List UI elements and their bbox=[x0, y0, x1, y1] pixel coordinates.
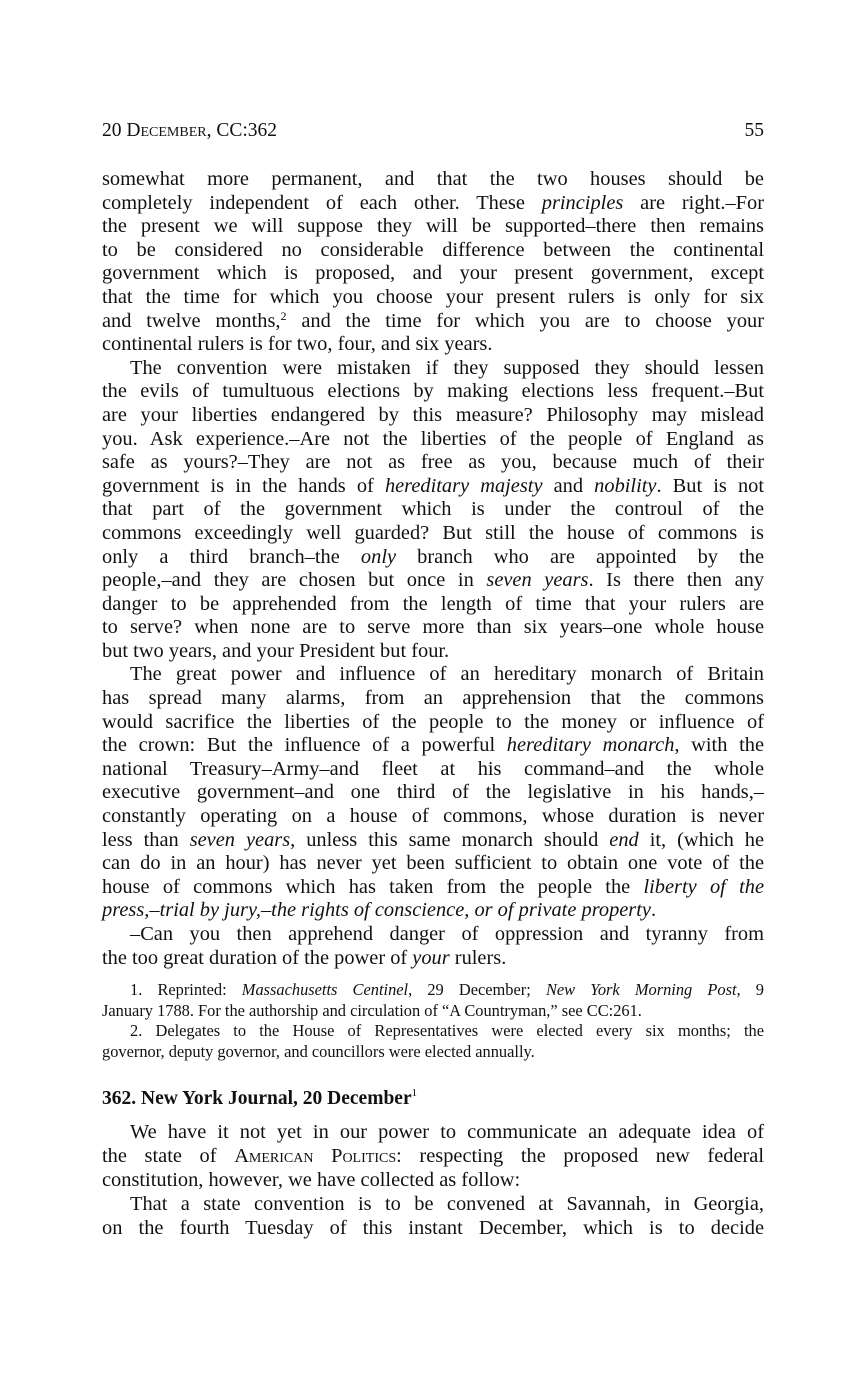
section-paragraph-1 bbox=[102, 1120, 764, 1192]
text-line: The convention were mistaken if they supposed they should lessen bbox=[130, 356, 764, 379]
text-line: you. Ask experience.–Are not the liberties of the people of England as bbox=[102, 427, 764, 450]
text-line: to serve? when none are to serve more than six years–one whole house bbox=[102, 616, 764, 639]
text-line: commons exceedingly well guarded? But still the house of commons is bbox=[102, 521, 764, 544]
header-date: 20 D bbox=[102, 120, 141, 141]
paragraph-1 bbox=[102, 168, 764, 357]
text-line: We have it not yet in our power to communicate an adequate idea of bbox=[130, 1121, 764, 1144]
italic-text: hereditary monarch bbox=[506, 734, 675, 757]
section-heading-note: 1 bbox=[411, 1087, 418, 1100]
text-line: can do in an hour) has never yet been sufficient to obtain one vote of the bbox=[102, 852, 764, 875]
italic-text: nobility bbox=[594, 474, 657, 497]
text-line: the evils of tumultuous elections by making elections less frequent.–But bbox=[102, 380, 764, 403]
running-head bbox=[102, 116, 764, 146]
italic-text: press,–trial by jury,–the rights of conscience, or of private property bbox=[102, 899, 651, 922]
header-month: ecember bbox=[140, 120, 207, 141]
small-caps-text: American Politics bbox=[234, 1145, 397, 1168]
text-line: January 1788. For the authorship and circulation of “A Countryman,” see CC:261. bbox=[102, 1000, 642, 1020]
text-line: somewhat more permanent, and that the two houses should be bbox=[102, 168, 764, 190]
section-text bbox=[102, 1120, 764, 1240]
italic-text: principles bbox=[541, 191, 624, 214]
page-number: 55 bbox=[744, 120, 764, 141]
text-line: would sacrifice the liberties of the people to the money or influence of bbox=[102, 710, 764, 733]
text-line: 2. Delegates to the House of Representatives were elected every six months; the bbox=[130, 1021, 764, 1041]
italic-text: end bbox=[609, 828, 639, 851]
text-line: less than seven years, unless this same monarch should end it, (which he bbox=[102, 828, 764, 851]
text-line: on the fourth Tuesday of this instant December, which is to decide bbox=[102, 1217, 764, 1240]
paragraph-2 bbox=[102, 357, 764, 664]
text-line: but two years, and your President but four. bbox=[102, 639, 450, 662]
text-line: constitution, however, we have collected as follow: bbox=[102, 1169, 521, 1192]
text-line: has spread many alarms, from an apprehension that the commons bbox=[102, 687, 764, 710]
text-line: constantly operating on a house of commons, whose duration is never bbox=[102, 805, 764, 828]
section-heading bbox=[102, 1086, 764, 1112]
paragraph-4 bbox=[102, 923, 764, 970]
italic-text: liberty of the bbox=[643, 875, 764, 898]
footnote-1 bbox=[102, 980, 764, 1021]
text-line: the too great duration of the power of your rulers. bbox=[102, 946, 507, 969]
text-line: that the time for which you choose your present rulers is only for six bbox=[102, 285, 764, 308]
text-line: government which is proposed, and your present government, except bbox=[102, 262, 764, 285]
text-line: and twelve months,$^2$ and the time for which you are to choose your bbox=[102, 308, 764, 332]
note-reference: 2 bbox=[280, 308, 287, 323]
text-line: to be considered no considerable difference between the continental bbox=[102, 238, 764, 261]
italic-text: Massachusetts Centinel bbox=[241, 980, 409, 1000]
text-line: that part of the government which is under the controul of the bbox=[102, 498, 764, 521]
running-head-left bbox=[102, 116, 277, 146]
text-line: press,–trial by jury,–the rights of conscience, or of private property. bbox=[102, 899, 657, 922]
text-line: the crown: But the influence of a powerful hereditary monarch, with the bbox=[102, 734, 764, 757]
text-line: safe as yours?–They are not as free as you, because much of their bbox=[102, 451, 764, 474]
italic-text: New York Morning Post bbox=[545, 980, 737, 1000]
text-line: executive government–and one third of the legislative in his hands,– bbox=[102, 781, 764, 804]
footnote-2 bbox=[102, 1021, 764, 1062]
section-paragraph-2 bbox=[102, 1192, 764, 1240]
italic-text: seven years bbox=[189, 828, 291, 851]
text-line: national Treasury–Army–and fleet at his command–and the whole bbox=[102, 757, 764, 780]
text-line: danger to be apprehended from the length of time that your rulers are bbox=[102, 592, 764, 615]
text-line: 1. Reprinted: Massachusetts Centinel, 29 December; New York Morning Post, 9 bbox=[130, 980, 764, 1000]
text-line: only a third branch–the only branch who are appointed by the bbox=[102, 545, 764, 568]
text-line: the present we will suppose they will be supported–there then remains bbox=[102, 215, 764, 238]
footnotes bbox=[102, 980, 764, 1062]
text-line: That a state convention is to be convened at Savannah, in Georgia, bbox=[130, 1193, 764, 1216]
section-heading-text: 362. New York Journal, 20 December bbox=[102, 1088, 412, 1110]
document-page bbox=[102, 116, 764, 1240]
text-line: house of commons which has taken from the people the liberty of the bbox=[102, 875, 764, 898]
text-line: The great power and influence of an hereditary monarch of Britain bbox=[130, 663, 764, 686]
text-line: governor, deputy governor, and councillors were elected annually. bbox=[102, 1041, 535, 1061]
text-line: the state of American Politics: respecting the proposed new federal bbox=[102, 1145, 764, 1168]
text-line: –Can you then apprehend danger of oppression and tyranny from bbox=[130, 923, 764, 945]
italic-text: your bbox=[412, 946, 450, 969]
text-line: people,–and they are chosen but once in seven years. Is there then any bbox=[102, 569, 765, 592]
header-doc-id: , CC:362 bbox=[206, 120, 278, 141]
italic-text: seven years bbox=[486, 569, 589, 592]
text-line: continental rulers is for two, four, and six years. bbox=[102, 333, 493, 356]
italic-text: only bbox=[360, 545, 397, 568]
italic-text: hereditary majesty bbox=[384, 474, 543, 497]
text-line: are your liberties endangered by this measure? Philosophy may mislead bbox=[102, 403, 764, 426]
text-line: completely independent of each other. These principles are right.–For bbox=[102, 191, 764, 214]
paragraph-3 bbox=[102, 663, 764, 923]
text-line: government is in the hands of hereditary majesty and nobility. But is not bbox=[102, 474, 764, 497]
main-text bbox=[102, 168, 764, 970]
